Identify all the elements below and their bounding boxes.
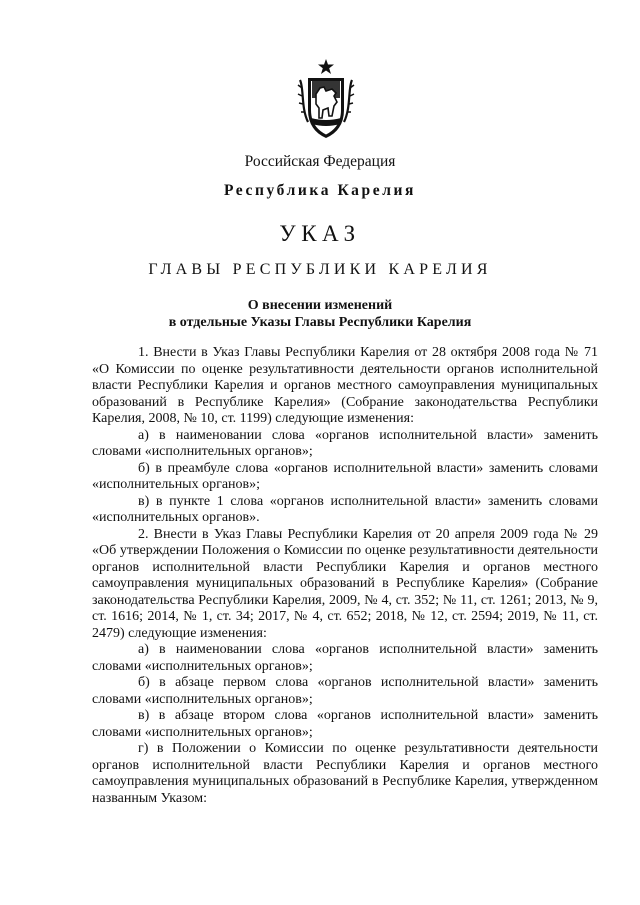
body-paragraph: 1. Внести в Указ Главы Республики Карелия от 28 октября 2008 года № 71 «О Комиссии по оценке результативности деятельности органов исполнительной власти Республики Карелия и органов местного самоуправления муниципальных образований в Республике Карелия» (Собрание законодательства Республики Карелия, 2008, № 10, ст. 1199) следующие изменения: — [92, 345, 598, 426]
body-paragraph: а) в наименовании слова «органов исполнительной власти» заменить словами «исполнительных органов»; — [92, 642, 598, 674]
karelia-coat-of-arms-icon — [296, 58, 356, 142]
subject-line-1: О внесении изменений — [247, 298, 393, 313]
subject-line-2: в отдельные Указы Главы Республики Карелия — [168, 315, 472, 330]
issuer-title: ГЛАВЫ РЕСПУБЛИКИ КАРЕЛИЯ — [148, 261, 492, 278]
republic-name: Республика Карелия — [223, 182, 417, 199]
document-subject — [0, 297, 640, 331]
body-paragraph: в) в абзаце втором слова «органов исполнительной власти» заменить словами «исполнительных органов»; — [92, 708, 598, 740]
body-paragraph: б) в абзаце первом слова «органов исполнительной власти» заменить словами «исполнительных органов»; — [92, 675, 598, 707]
document-body — [92, 345, 598, 807]
body-paragraph: г) в Положении о Комиссии по оценке результативности деятельности органов исполнительной власти Республики Карелия и органов местного самоуправления муниципальных образований в Республике Карелия, утвержденном названным Указом: — [92, 741, 598, 806]
body-paragraph: а) в наименовании слова «органов исполнительной власти» заменить словами «исполнительных органов»; — [92, 427, 598, 459]
country-name: Российская Федерация — [244, 153, 396, 170]
document-type: УКАЗ — [279, 221, 361, 246]
body-paragraph: в) в пункте 1 слова «органов исполнительной власти» заменить словами «исполнительных органов». — [92, 493, 598, 525]
body-paragraph: б) в преамбуле слова «органов исполнительной власти» заменить словами «исполнительных органов»; — [92, 460, 598, 492]
body-paragraph: 2. Внести в Указ Главы Республики Карелия от 20 апреля 2009 года № 29 «Об утверждении Положения о Комиссии по оценке результативности деятельности органов исполнительной власти Республики Карелия и органов местного самоуправления муниципальных образований в Республике Карелия» (Собрание законодательства Республики Карелия, 2009, № 4, ст. 352; № 11, ст. 1261; 2013, № 9, ст. 1616; 2014, № 1, ст. 34; 2017, № 4, ст. 652; 2018, № 12, ст. 2594; 2019, № 11, ст. 2479) следующие изменения: — [92, 526, 598, 641]
